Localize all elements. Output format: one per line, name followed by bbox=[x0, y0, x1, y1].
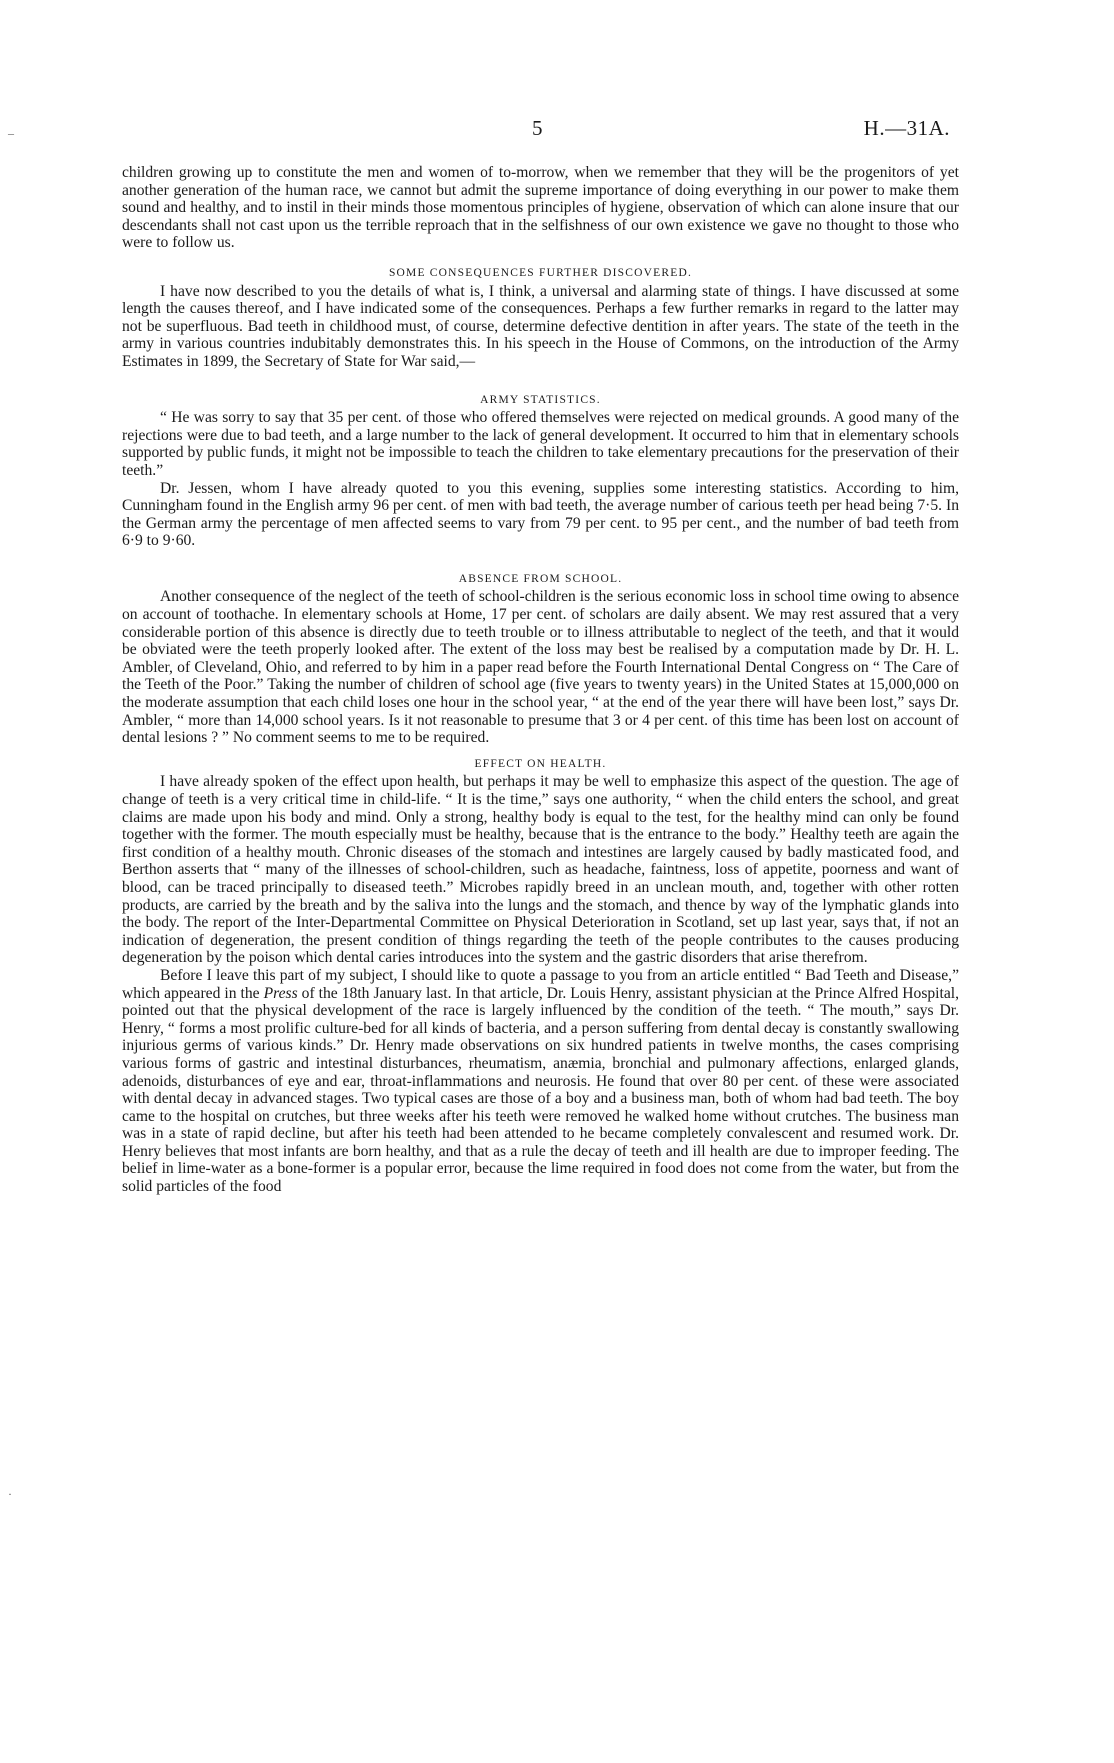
section-heading-absence: ABSENCE FROM SCHOOL. bbox=[458, 572, 623, 585]
press-title: Press bbox=[263, 984, 298, 1002]
paragraph-press-article bbox=[122, 967, 959, 1196]
paragraph-absence: Another consequence of the neglect of the teeth of school-children is the serious economic loss in school time owing to absence on account of toothache. In elementary schools at Home, 17 per cent. of scholars are daily absent. We may rest assured that a very considerable portion of this absence is directly due to teeth trouble or to illness attributable to neglect of the teeth, and that it would be obviated were the teeth properly looked after. The extent of the loss may best be realised by a computation made by Dr. H. L. Ambler, of Cleveland, Ohio, and referred to by him in a paper read before the Fourth International Dental Congress on “ The Care of the Teeth of the Poor.” Taking the number of children of school age (five years to twenty years) in the United States at 15,000,000 on the moderate assumption that each child loses one hour in the school year, “ at the end of the year there will have been lost,” says Dr. Ambler, “ more than 14,000 school years. Is it not reasonable to presume that 3 or 4 per cent. of this time has been lost on account of dental lesions ? ” No comment seems to me to be required. bbox=[122, 588, 959, 747]
paragraph-health: I have already spoken of the effect upon health, but perhaps it may be well to emphasize this aspect of the question. The age of change of teeth is a very critical time in child-life. “ It is the time,” says one authority, “ when the child enters the school, and great claims are made upon his body and mind. Only a strong, healthy body is equal to the test, for the healthy mind can only be found together with the former. The mouth especially must be healthy, because that is the entrance to the body.” Healthy teeth are again the first condition of a healthy mouth. Chronic diseases of the stomach and intestines are largely caused by badly masticated food, and Berthon asserts that “ many of the illnesses of school-children, such as headache, faintness, loss of appetite, poorness and want of blood, can be traced principally to diseased teeth.” Microbes rapidly breed in an unclean mouth, and, together with other rotten products, are carried by the breath and by the saliva into the lungs and the stomach, and thence by way of the lymphatic glands into the body. The report of the Inter-Departmental Committee on Physical Deterioration in Scotland, set up last year, says that, if not an indication of degeneration, the present condition of things regarding the teeth of the people contributes to the causes producing degeneration by the poison which dental caries introduces into the system and the gastric disorders that arise therefrom. bbox=[122, 773, 959, 967]
page-header bbox=[0, 116, 1114, 146]
document-code: H.—31A. bbox=[863, 116, 950, 140]
margin-mark-top: – bbox=[8, 126, 14, 140]
paragraph-consequences: I have now described to you the details of what is, I think, a universal and alarming state of things. I have discussed at some length the causes thereof, and I have indicated some of the consequences. Perhaps a few further remarks in regard to the latter may not be superfluous. Bad teeth in childhood must, of course, determine defective dentition in after years. The state of the teeth in the army in various countries indubitably demonstrates this. In his speech in the House of Commons, on the introduction of the Army Estimates in 1899, the Secretary of State for War said,— bbox=[122, 282, 959, 370]
paragraph-army-quote: “ He was sorry to say that 35 per cent. of those who offered themselves were rejected on medical grounds. A good many of the rejections were due to bad teeth, and a large number to the lack of general development. It occurred to him that in elementary schools supported by public funds, it might not be impossible to teach the children to take elementary precautions for the preservation of their teeth.” bbox=[122, 409, 959, 479]
document-body bbox=[122, 164, 959, 1196]
margin-mark-bottom: · bbox=[8, 1487, 12, 1501]
section-heading-army-statistics: ARMY STATISTICS. bbox=[480, 393, 601, 406]
page-number: 5 bbox=[532, 116, 543, 140]
paragraph-jessen-statistics: Dr. Jessen, whom I have already quoted to you this evening, supplies some interesting statistics. According to him, Cunningham found in the English army 96 per cent. of men with bad teeth, the average number of carious teeth per head being 7·5. In the German army the percentage of men affected seems to vary from 79 per cent. to 95 per cent., and the number of bad teeth from 6·9 to 9·60. bbox=[122, 479, 959, 550]
press-article-text-after: of the 18th January last. In that article, Dr. Louis Henry, assistant physician at the Prince Alfred Hospital, pointed out that the physical development of the race is largely influenced by the condition of the teeth. “ The mouth,” says Dr. Henry, “ forms a most prolific culture-bed for all kinds of bacteria, and a person suffering from dental decay is constantly swallowing injurious germs of various kinds.” Dr. Henry made observations on six hundred patients in twelve months, the cases comprising various forms of gastric and intestinal disturbances, rheumatism, anæmia, bronchial and pulmonary affections, enlarged glands, adenoids, disturbances of eye and ear, throat-inflammations and neurosis. He found that over 80 per cent. of these were associated with dental decay in advanced stages. Two typical cases are those of a boy and a business man, both of whom had bad teeth. The boy came to the hospital on crutches, but three weeks after his teeth were removed he walked home without crutches. The business man was in a state of rapid decline, but after his teeth had been attended to he became completely convalescent and resumed work. Dr. Henry believes that most infants are born healthy, and that as a rule the decay of teeth and ill health are due to improper feeding. The belief in lime-water as a bone-former is a popular error, because the lime required in food does not come from the water, but from the solid particles of the food bbox=[122, 984, 960, 1196]
section-heading-health: EFFECT ON HEALTH. bbox=[474, 757, 607, 770]
paragraph-continuation: children growing up to constitute the men and women of to-morrow, when we remember that they will be the progenitors of yet another generation of the human race, we cannot but admit the supreme importance of doing everything in our power to make them sound and healthy, and to instil in their minds those momentous principles of hygiene, observation of which can alone insure that our descendants shall not cast upon us the terrible reproach that in the selfishness of our own existence we gave no thought to those who were to follow us. bbox=[122, 164, 959, 252]
section-heading-consequences: SOME CONSEQUENCES FURTHER DISCOVERED. bbox=[388, 266, 693, 279]
press-article-text-before: Before I leave this part of my subject, I should like to quote a passage to you from an article entitled “ Bad Teeth and Disease,” which appeared in the bbox=[122, 966, 959, 1002]
